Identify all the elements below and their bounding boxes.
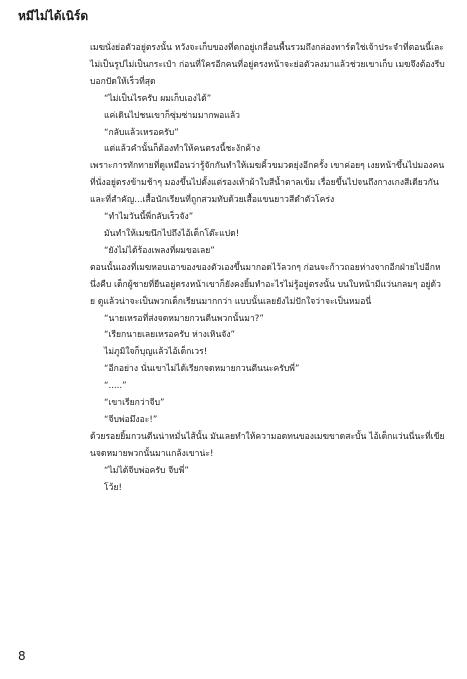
paragraph: “อีกอย่าง นั่นเขาไม่ได้เรียกจดหมายกวนตีนนะครับพี่” [104,364,300,375]
body-text [90,40,445,496]
paragraph: โว้ย! [104,482,122,493]
page-number: 8 [18,649,26,663]
paragraph: “ทำไมวันนี้พี่กลับเร็วจัง” [104,212,194,223]
paragraph: เมฆนั่งย่อตัวอยู่ตรงนั้น หวังจะเก็บของที่ตกอยู่เกลื่อนพื้นรวมถึงกล่องทาร์ตใช่เจ้าประจำที่ตอนนี้เละไม่เป็นรูปไม่เป็นกระเป๋า ก่อนที่ใครอีกคนที่อยู่ตรงหน้าจะย่อตัวลงมาแล้วช่วยเขาเก็บ เมฆจึงต้องรีบบอกปัดให้เร็วที่สุด [90,43,445,87]
paragraph: “เรียกนายเลยเหรอครับ ห่างเหินจัง” [104,330,235,341]
paragraph: แต่แล้วคำนั้นก็ต้องทำให้คนตรงนี้ชะงักค้าง [104,144,261,155]
paragraph: “จีบพ่อมึงอะ!” [104,414,158,425]
paragraph: “นายเหรอที่ส่งจดหมายกวนตีนพวกนั้นมา?” [104,313,264,324]
paragraph: “เขาเรียกว่าจีบ” [104,398,165,409]
paragraph: “ไม่ได้จีบพ่อครับ จีบพี่” [104,465,189,476]
paragraph: “.....” [104,381,127,392]
paragraph: “ยังไม่ได้ร้องเพลงที่ผมขอเลย” [104,245,215,256]
paragraph: ไม่ภูมิใจก็บุญแล้วไอ้เด็กเวร! [104,347,208,358]
paragraph: แค่เดินไปชนเขาก็ซุ่มซ่ามมากพอแล้ว [104,110,240,121]
paragraph: เพราะการทักทายที่ดูเหมือนว่ารู้จักกันทำให้เมฆคิ้วขมวดยุ่งอีกครั้ง เขาค่อยๆ เงยหน้าขึ้นไปมองคนที่นั่งอยู่ตรงข้ามช้าๆ มองขึ้นไปตั้งแต่รองเท้าผ้าใบสีน้ำตาลเข้ม เรื่อยขึ้นไปจนถึงกางเกงสีเดียวกัน และที่สำคัญ...เสื้อนักเรียนที่ถูกสวมทับด้วยเสื้อแขนยาวสีดำตัวโคร่ง [90,161,445,206]
paragraph: ตอนนั้นเองที่เมฆหอบเอาของของตัวเองขึ้นมากอดไว้ลวกๆ ก่อนจะก้าวถอยห่างจากอีกฝ่ายไปอีกหนึ่งคืบ เด็กผู้ชายที่ยืนอยู่ตรงหน้าเขาก็ยังคงยิ้มทำอะไรไม่รู้อยู่ตรงนั้น บนใบหน้ามีแว่นกลมๆ อยู่ด้วย ดูแล้วน่าจะเป็นพวกเด็กเรียนมากกว่า แบบนั้นเลยยังไม่ปักใจว่าจะเป็นหมอนี่ [90,262,441,307]
paragraph: “ไม่เป็นไรครับ ผมเก็บเองได้” [104,93,212,104]
paragraph: มันทำให้เมฆนึกไปถึงไอ้เด็กโต๊ะแปด! [104,228,240,239]
paragraph: ด้วยรอยยิ้มกวนตีนน่าหมั่นไส้นั้น มันเลยทำให้ความอดทนของเมฆขาดสะบั้น ไอ้เด็กแว่นนี่นะที่เขียนจดหมายพวกนั้นมาแกล้งเขาน่ะ! [90,431,445,459]
running-header-title: หมีไม่ได้เนิร์ด [18,9,89,23]
paragraph: “กลับแล้วเหรอครับ” [104,127,179,138]
